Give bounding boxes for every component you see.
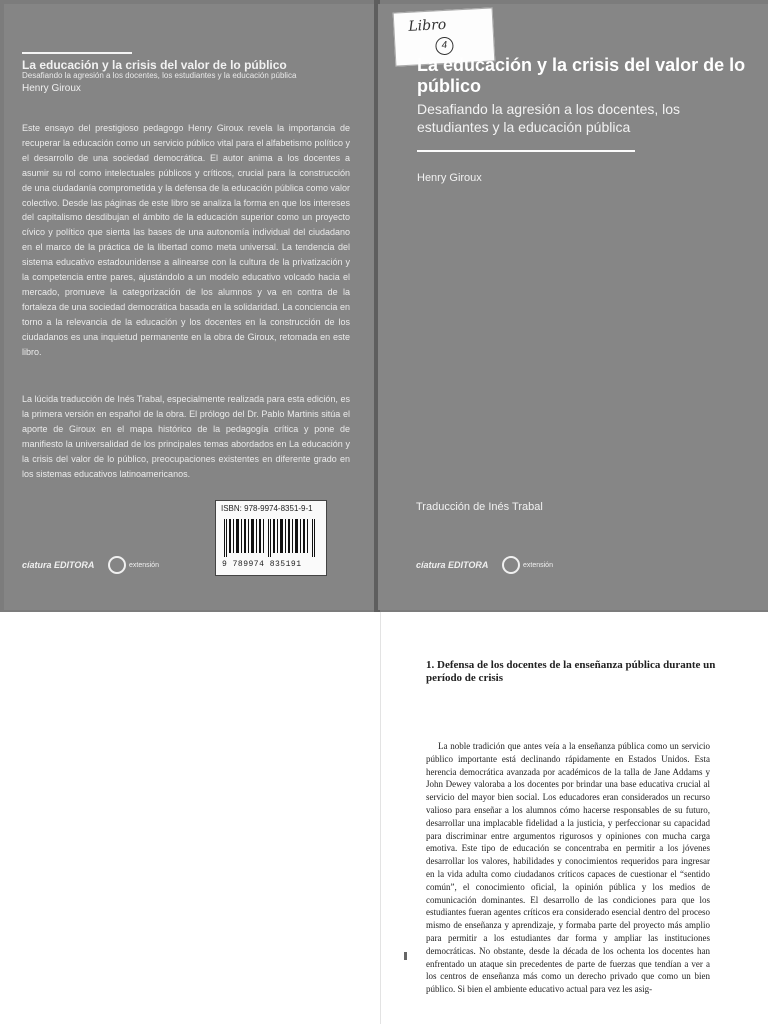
back-extension-logo [108,556,159,574]
back-cover-blurb-paragraph-2: La lúcida traducción de Inés Trabal, especialmente realizada para esta edición, es la primera versión en español de la obra. El prólogo del Dr. Pablo Martinis sitúa el aporte de Giroux en el mapa histórico de la pedagogía crítica y pone de manifiesto la universalidad de los principales temas abordados en La educación y la crisis del valor de lo público, preocupaciones existentes en diferente grado en los sistemas educativos latinoamericanos. [22,394,350,479]
page-mark [404,952,407,960]
front-publisher-logo: cíatura EDITORA [416,560,489,570]
back-cover-author: Henry Giroux [22,83,81,94]
back-cover-subtitle: Desafiando la agresión a los docentes, los estudiantes y la educación pública [22,71,297,80]
isbn-label: ISBN: 978-9974-8351-9-1 [221,504,313,513]
isbn-barcode-box [215,500,327,576]
chapter-body-text: La noble tradición que antes veía a la enseñanza pública como un servicio público importante está declinando rápidamente en Estados Unidos. Esta herencia democrática avanzada por académicos de la talla de Jane Addams y John Dewey valoraba a los docentes por brindar una base educativa crucial al servicio del mayor bien social. Los educadores eran considerados un recurso valioso para enseñar a los alumnos cómo hacerse responsables de su futuro, desarrollar una implacable fidelidad a la justicia, y perfeccionar su capacidad para discriminar entre argumentos rigurosos y opiniones con mucha carga emotiva. Este tipo de educación se concentraba en permitir a los jóvenes desarrollar los valores, habilidades y conocimientos requeridos para ingresar en la vida adulta como ciudadanos críticos capaces de cuestionar el “sentido común”, el conocimiento oficial, la opinión pública y los medios de comunicación dominantes. El desarrollo de las condiciones para que los estudiantes fueran agentes críticos era considerado esencial dentro del proceso mismo de enseñanza y aprendizaje, y formaba parte del proyecto más amplio para permitir a los estudiantes dar forma y ampliar las instituciones democráticas. No obstante, desde la década de los ochenta los docentes han enfrentado un ataque sin precedentes de parte de fuerzas que tendían a ver a los centros de enseñanza más como un derecho privado que como un bien público. Si bien el ambiente educativo actual para vez les asig- [426,741,710,995]
barcode-icon [224,519,318,557]
back-publisher-logo: cíatura EDITORA [22,560,95,570]
front-cover-rule [417,150,635,152]
sticker-number: 4 [435,37,454,56]
front-extension-logo [502,556,553,574]
sticker-text: Libro [408,16,447,35]
back-cover-title: La educación y la crisis del valor de lo público [22,58,287,72]
extension-circle-icon [108,556,126,574]
back-extension-label: extensión [129,561,159,569]
back-cover-blurb-paragraph-1: Este ensayo del prestigioso pedagogo Henry Giroux revela la importancia de recuperar la educación como un servicio público vital para el alfabetismo político y el desarrollo de una sociedad democrática. El autor anima a los docentes a asumir su rol como intelectuales públicos y críticos, crucial para la construcción de una ciudadanía comprometida y la defensa de la educación pública como valor colectivo. Desde las páginas de este libro se analiza la forma en que los intereses del capitalismo desdibujan el ámbito de la educación superior como un proyecto cívico y político que sienta las bases de una autonomía individual del ciudadano en el marco de la práctica de la libertad como meta universal. La tendencia del sistema educativo estadounidense a alinearse con la cultura de la privatización y la competencia entre pares, ajustándolo a un modelo educativo volcado hacia el mercado, promueve la categorización de los alumnos y va en contra de la fortaleza de una sociedad democrática basada en la solidaridad. La conciencia en torno a la relevancia de la educación y los docentes en la construcción de los ciudadanos es una inquietud permanente en la obra de Giroux, retomada en este libro. [22,123,350,357]
extension-circle-icon [502,556,520,574]
page-gutter [380,612,381,1024]
back-cover-rule [22,52,132,54]
front-cover-author: Henry Giroux [417,172,482,184]
barcode-number: 9 789974 835191 [222,560,302,569]
front-cover-subtitle: Desafiando la agresión a los docentes, los estudiantes y la educación pública [417,101,681,135]
front-cover-title: La educación y la crisis del valor de lo público [417,55,746,96]
front-extension-label: extensión [523,561,553,569]
chapter-title: 1. Defensa de los docentes de la enseñanza pública durante un período de crisis [426,659,716,684]
front-cover-translator: Traducción de Inés Trabal [416,501,543,513]
